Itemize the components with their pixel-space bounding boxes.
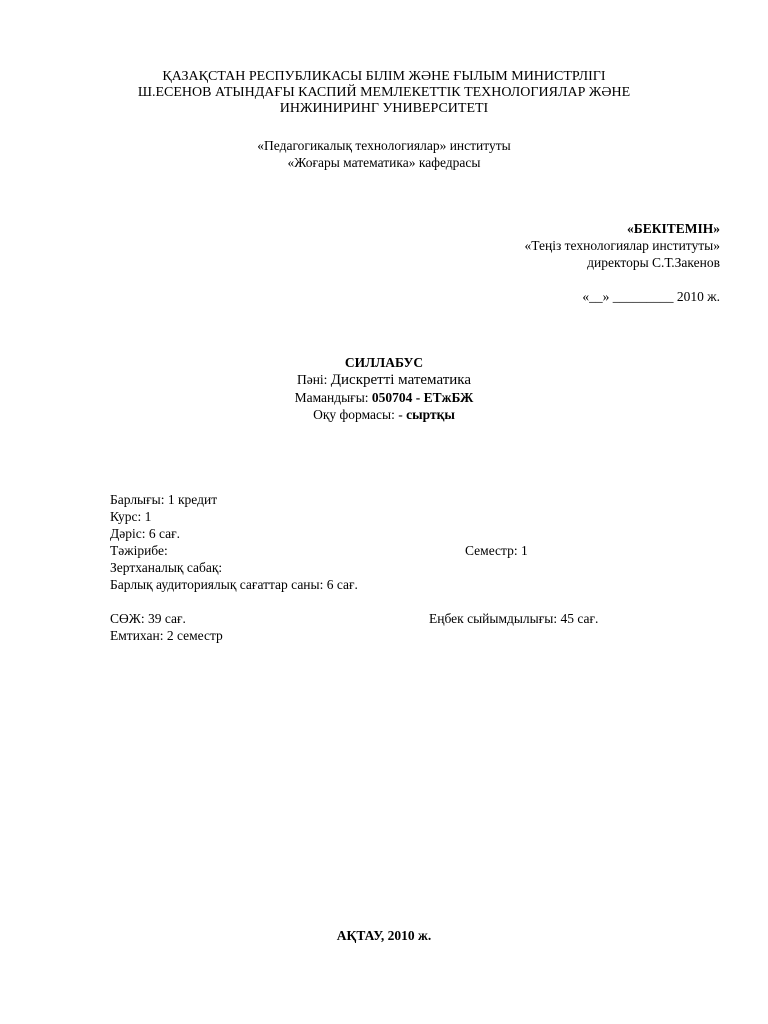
subject-line: [0, 371, 768, 389]
detail-semester: Семестр: 1: [465, 543, 528, 558]
study-form-label: Оқу формасы: -: [313, 407, 407, 422]
detail-lecture: Дәріс: 6 сағ.: [110, 526, 181, 541]
specialty-line: [0, 389, 768, 406]
approval-date: «__» _________ 2010 ж.: [582, 289, 720, 304]
detail-auditorium-hours: Барлық аудиториялық сағаттар саны: 6 сағ.: [110, 577, 358, 592]
study-form-value: сыртқы: [406, 407, 455, 422]
specialty-label: Мамандығы:: [294, 390, 372, 405]
approval-org: «Теңіз технологиялар институты»: [524, 238, 720, 253]
city-year: АҚТАУ, 2010 ж.: [336, 928, 432, 943]
detail-total-credits: Барлығы: 1 кредит: [110, 492, 218, 507]
detail-exam: Емтихан: 2 семестр: [110, 628, 223, 643]
institute-block: [0, 137, 768, 171]
detail-practice: Тәжірибе:: [110, 543, 168, 558]
header-line-university-cont: ИНЖИНИРИНГ УНИВЕРСИТЕТІ: [279, 101, 489, 116]
detail-srs: СӨЖ: 39 сағ.: [110, 611, 186, 626]
approval-director: директоры С.Т.Закенов: [587, 255, 720, 270]
detail-srs-row: [110, 610, 670, 627]
course-details: [110, 491, 670, 644]
study-form-line: [0, 406, 768, 423]
subject-value: Дискретті математика: [330, 372, 472, 388]
department-name: «Жоғары математика» кафедрасы: [287, 155, 481, 170]
header-line-university: Ш.ЕСЕНОВ АТЫНДАҒЫ КАСПИЙ МЕМЛЕКЕТТІК ТЕХНОЛОГИЯЛАР ЖӘНЕ: [137, 85, 631, 100]
detail-course: Курс: 1: [110, 509, 152, 524]
footer-city-year: [0, 927, 768, 944]
approval-title: «БЕКІТЕМІН»: [627, 221, 720, 236]
details-spacer: [110, 593, 670, 610]
subject-label: Пәні:: [296, 372, 331, 387]
detail-workload: Еңбек сыйымдылығы: 45 сағ.: [429, 611, 599, 626]
detail-lab: Зертханалық сабақ:: [110, 560, 223, 575]
specialty-value: 050704 - ЕТжБЖ: [371, 390, 474, 405]
approval-block: [525, 220, 721, 305]
institute-name: «Педагогикалық технологиялар» институты: [257, 138, 511, 153]
ministry-header: [0, 69, 768, 117]
syllabus-title: СИЛЛАБУС: [344, 355, 424, 370]
header-line-ministry: ҚАЗАҚСТАН РЕСПУБЛИКАСЫ БІЛІМ ЖӘНЕ ҒЫЛЫМ МИНИСТРЛІГІ: [162, 69, 606, 84]
syllabus-block: [0, 354, 768, 423]
detail-practice-row: [110, 542, 670, 559]
